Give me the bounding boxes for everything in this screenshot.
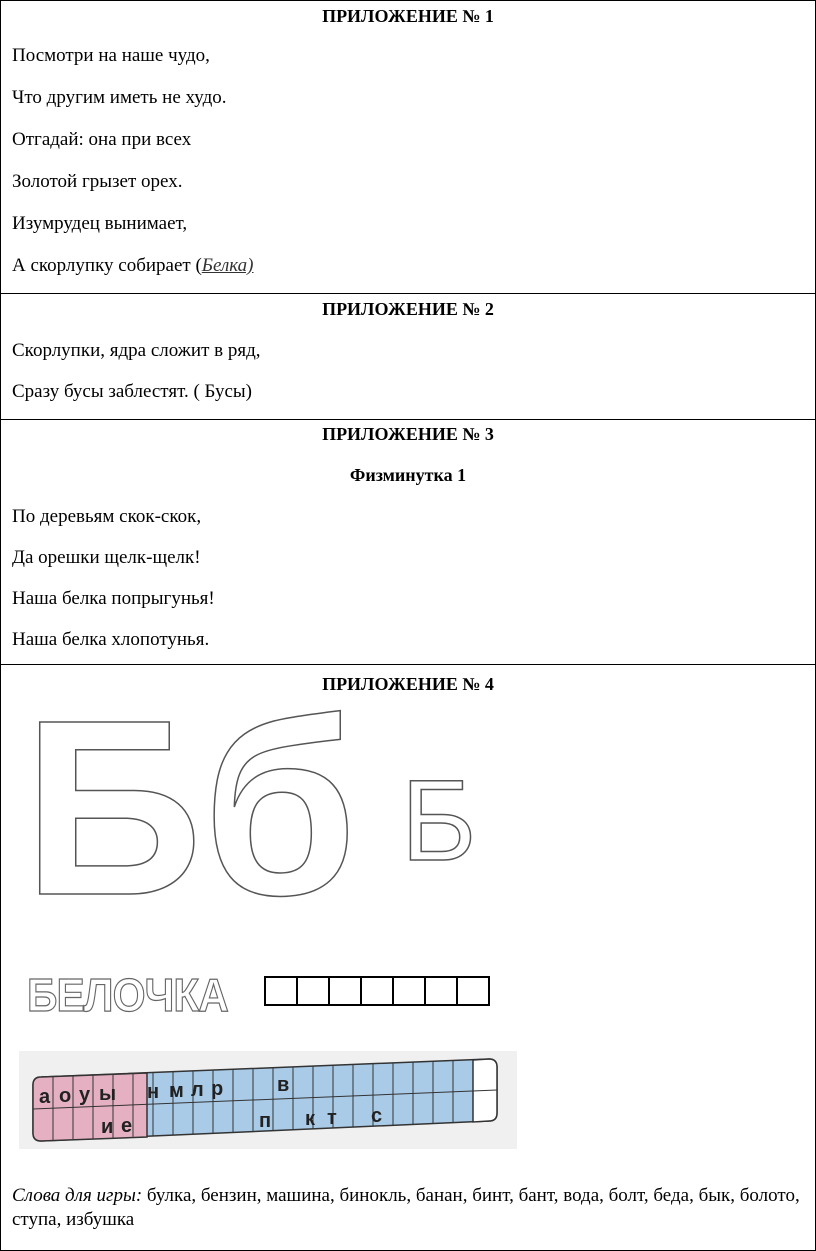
game-words-list: булка, бензин, машина, бинокль, банан, бинт, бант, вода, болт, беда, бык, болото, ступа, избушка [12,1185,800,1230]
fizminutka-title: Физминутка 1 [349,465,467,485]
riddle-line-3: Отгадай: она при всех [12,129,192,150]
riddle-line-1: Посмотри на наше чудо, [12,45,210,66]
letter-box[interactable] [360,976,394,1006]
riddle-line-5: Изумрудец вынимает, [12,213,188,234]
riddle-line-2: Что другим иметь не худо. [12,87,227,108]
riddle-line-4: Золотой грызет орех. [12,171,183,192]
strip-letter: ы [99,1083,117,1105]
strip-letter: л [191,1079,204,1101]
appendix-2-cell [1,293,815,419]
small-letter-outline: Б [401,757,477,885]
appendix-4-title: ПРИЛОЖЕНИЕ № 4 [322,674,494,694]
riddle2-line-2: Сразу бусы заблестят. ( Бусы) [12,381,253,402]
appendix-3-title: ПРИЛОЖЕНИЕ № 3 [322,424,494,444]
strip-letter: с [371,1105,383,1127]
riddle-last-text: А скорлупку собирает ( [12,255,202,276]
poem-line-3: Наша белка попрыгунья! [12,588,215,609]
letter-box[interactable] [456,976,490,1006]
letter-box[interactable] [296,976,330,1006]
poem-line-2: Да орешки щелк-щелк! [12,547,201,568]
letter-boxes [266,976,490,1006]
appendix-2-title: ПРИЛОЖЕНИЕ № 2 [322,299,494,319]
word-belochka-outline: БЕЛОЧКА [27,969,228,1021]
letter-box[interactable] [424,976,458,1006]
strip-letter: о [59,1085,72,1107]
letter-box[interactable] [328,976,362,1006]
strip-letter: а [39,1086,51,1108]
strip-letter: к [305,1108,316,1130]
strip-letter: п [259,1110,272,1132]
poem-line-4: Наша белка хлопотунья. [12,629,210,650]
strip-letter: р [211,1078,224,1100]
letter-box[interactable] [264,976,298,1006]
game-words [12,1184,802,1232]
strip-letter: е [121,1115,133,1137]
strip-letter: м [169,1080,184,1102]
strip-letter: т [327,1107,337,1129]
big-letters-outline: Бб [23,668,358,947]
poem-line-1: По деревьям скок-скок, [12,506,202,527]
strip-letter: и [101,1116,114,1138]
game-words-label: Слова для игры: [12,1185,143,1206]
strip-letter: у [79,1084,91,1106]
letter-box[interactable] [392,976,426,1006]
appendix-3-cell [1,419,815,664]
letter-strip-figure [19,1051,519,1151]
appendix-1-title: ПРИЛОЖЕНИЕ № 1 [322,6,494,26]
appendix-1-cell [1,1,815,293]
riddle-answer: Белка) [201,255,254,276]
riddle-line-6 [12,255,254,277]
strip-letter: н [147,1081,160,1103]
riddle2-line-1: Скорлупки, ядра сложит в ряд, [12,340,261,361]
strip-letter: в [277,1074,290,1096]
